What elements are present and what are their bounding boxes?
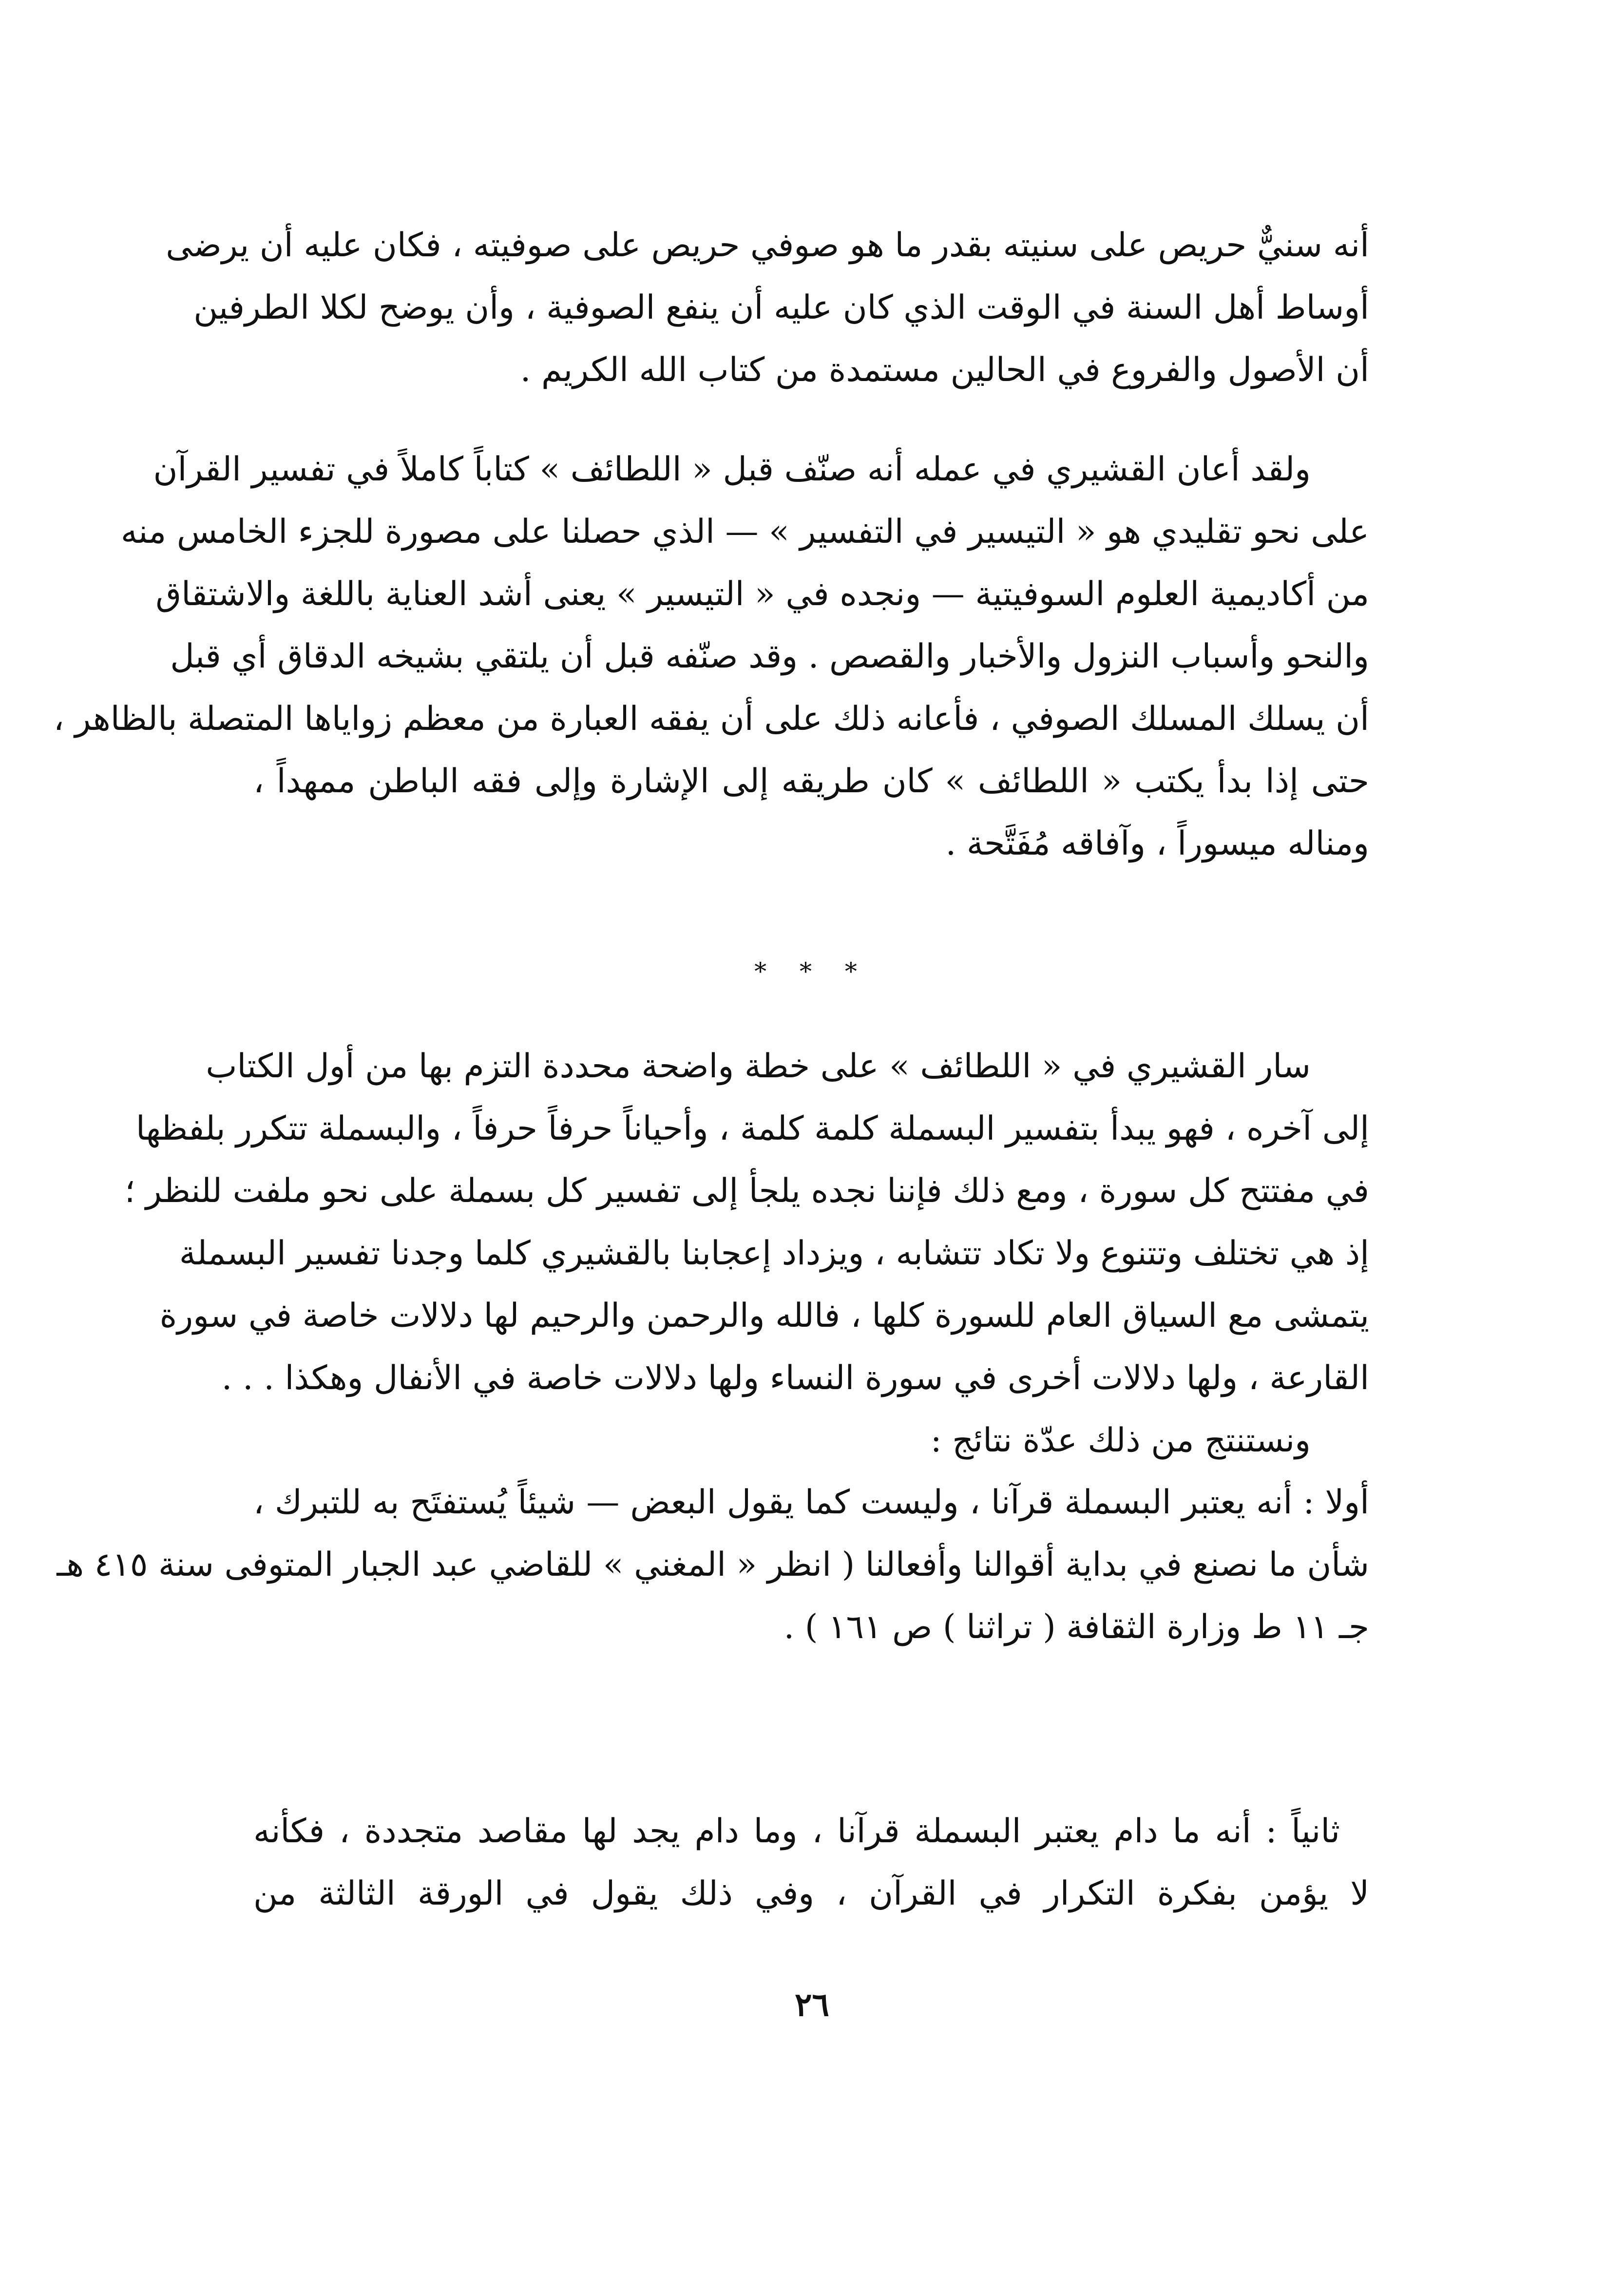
text-line: جـ ١١ ط وزارة الثقافة ( تراثنا ) ص ١٦١ ) . (783, 1608, 1369, 1646)
text-line: في مفتتح كل سورة ، ومع ذلك فإننا نجده يلجأ إلى تفسير كل بسملة على نحو ملفت للنظر ؛ (124, 1172, 1369, 1210)
text-line: أن يسلك المسلك الصوفي ، فأعانه ذلك على أن يفقه العبارة من معظم زواياها المتصلة بالظاهر ، (53, 700, 1369, 738)
text-line: ومناله ميسوراً ، وآفاقه مُفَتَّحة . (945, 824, 1369, 863)
paragraph-3 (124, 1035, 1369, 1472)
paragraph-5 (253, 1800, 1369, 1925)
text-line: إذ هي تختلف وتتنوع ولا تكاد تتشابه ، ويزداد إعجابنا بالقشيري كلما وجدنا تفسير البسملة (179, 1234, 1369, 1273)
text-line: ثانياً : أنه ما دام يعتبر البسملة قرآنا ، وما دام يجد لها مقاصد متجددة ، فكأنه (253, 1812, 1340, 1851)
section-separator: * * * (754, 957, 870, 986)
text-line: سار القشيري في « اللطائف » على خطة واضحة محددة التزم بها من أول الكتاب (206, 1047, 1311, 1086)
text-line: من أكاديمية العلوم السوفيتية — ونجده في « التيسير » يعنى أشد العناية باللغة والاشتقاق (155, 575, 1369, 613)
text-line: يتمشى مع السياق العام للسورة كلها ، فالله والرحمن والرحيم لها دلالات خاصة في سورة (159, 1297, 1369, 1335)
text-line: ولقد أعان القشيري في عمله أنه صنّف قبل « اللطائف » كتاباً كاملاً في تفسير القرآن (153, 450, 1311, 489)
text-line: أوساط أهل السنة في الوقت الذي كان عليه أن ينفع الصوفية ، وأن يوضح لكلا الطرفين (193, 288, 1369, 327)
text-line: ونستنتج من ذلك عدّة نتائج : (930, 1421, 1311, 1460)
text-line: والنحو وأسباب النزول والأخبار والقصص . وقد صنّفه قبل أن يلتقي بشيخه الدقاق أي قبل (170, 637, 1369, 676)
text-line: على نحو تقليدي هو « التيسير في التفسير » — الذي حصلنا على مصورة للجزء الخامس منه (120, 513, 1369, 551)
page-number: ٢٦ (795, 1986, 829, 2024)
text-line: أولا : أنه يعتبر البسملة قرآنا ، وليست كما يقول البعض — شيئاً يُستفتَح به للتبرك ، (253, 1483, 1369, 1522)
text-line: لا يؤمن بفكرة التكرار في القرآن ، وفي ذلك يقول في الورقة الثالثة من (253, 1874, 1369, 1913)
text-line: أن الأصول والفروع في الحالين مستمدة من كتاب الله الكريم . (520, 351, 1369, 389)
paragraph-1 (166, 214, 1369, 401)
paragraph-2 (53, 439, 1369, 875)
paragraph-4 (57, 1471, 1369, 1659)
text-line: حتى إذا بدأ يكتب « اللطائف » كان طريقه إلى الإشارة وإلى فقه الباطن ممهداً ، (253, 762, 1369, 801)
text-line: إلى آخره ، فهو يبدأ بتفسير البسملة كلمة كلمة ، وأحياناً حرفاً حرفاً ، والبسملة تتكرر بلفظها (135, 1109, 1369, 1148)
text-line: أنه سنيٌّ حريص على سنيته بقدر ما هو صوفي حريص على صوفيته ، فكان عليه أن يرضى (166, 226, 1369, 265)
text-line: شأن ما نصنع في بداية أقوالنا وأفعالنا ( انظر « المغني » للقاضي عبد الجبار المتوفى سنة ٤١٥ هـ (57, 1546, 1369, 1584)
text-line: القارعة ، ولها دلالات أخرى في سورة النساء ولها دلالات خاصة في الأنفال وهكذا . . . (221, 1359, 1369, 1397)
